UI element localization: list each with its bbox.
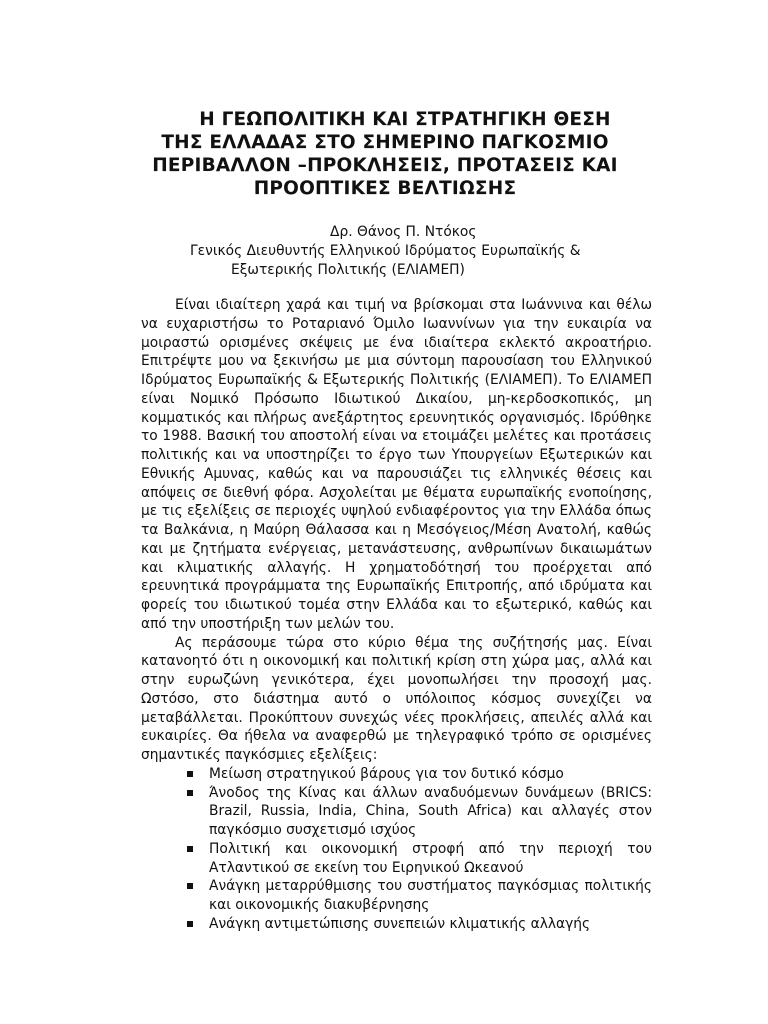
title-line: ΠΡΟΟΠΤΙΚΕΣ ΒΕΛΤΙΩΣΗΣ (253, 178, 517, 199)
bullet-text: Άνοδος της Κίνας και άλλων αναδυόμενων δυνάμεων (BRICS: Brazil, Russia, India, China, South Africa) και αλλαγές στον παγκόσμιο συσχετισμό ισχύος (209, 784, 652, 838)
bullet-item (141, 840, 652, 878)
bullet-item (141, 765, 652, 784)
document-title (100, 108, 670, 200)
bullet-square-icon (187, 883, 193, 889)
author-name: Δρ. Θάνος Π. Ντόκος (330, 224, 477, 240)
bullet-item (141, 784, 652, 840)
paragraph: Ας περάσουμε τώρα στο κύριο θέμα της συζήτησής μας. Είναι κατανοητό ότι η οικονομική και πολιτική κρίση στη χώρα μας, αλλά και στην ευρωζώνη γενικότερα, έχει μονοπωλήσει την προσοχή μας. Ωστόσο, στο διάστημα αυτό ο υπόλοιπος κόσμος συνεχίζει να μεταβάλλεται. Προκύπτουν συνεχώς νέες προκλήσεις, απειλές αλλά και ευκαιρίες. Θα ήθελα να αναφερθώ με τηλεγραφικό τρόπο σε ορισμένες σημαντικές παγκόσμιες εξελίξεις: (141, 634, 652, 763)
bullet-text: Πολιτική και οικονομική στροφή από την περιοχή του Ατλαντικού σε εκείνη του Ειρηνικού Ωκεανού (209, 840, 652, 876)
title-line: ΤΗΣ ΕΛΛΑΔΑΣ ΣΤΟ ΣΗΜΕΡΙΝΟ ΠΑΓΚΟΣΜΙΟ (161, 132, 609, 153)
bullet-square-icon (187, 790, 193, 796)
bullet-text: Ανάγκη μεταρρύθμισης του συστήματος παγκόσμιας πολιτικής και οικονομικής διακυβέρνησης (209, 878, 652, 913)
bullet-text: Μείωση στρατηγικού βάρους για τον δυτικό κόσμο (209, 765, 564, 782)
author-position-line: Εξωτερικής Πολιτικής (ΕΛΙΑΜΕΠ) (231, 262, 465, 278)
bullet-square-icon (187, 921, 193, 927)
title-line: ΠΕΡΙΒΑΛΛΟΝ –ΠΡΟΚΛΗΣΕΙΣ, ΠΡΟΤΑΣΕΙΣ ΚΑΙ (152, 155, 618, 176)
bullet-square-icon (187, 771, 193, 777)
document-body (141, 296, 652, 934)
bullet-item (141, 877, 652, 915)
bullet-list (141, 765, 652, 934)
title-line: Η ΓΕΩΠΟΛΙΤΙΚΗ ΚΑΙ ΣΤΡΑΤΗΓΙΚΗ ΘΕΣΗ (199, 109, 611, 130)
bullet-text: Ανάγκη αντιμετώπισης συνεπειών κλιματικής αλλαγής (209, 915, 591, 932)
paragraph: Είναι ιδιαίτερη χαρά και τιμή να βρίσκομαι στα Ιωάννινα και θέλω να ευχαριστήσω το Ροταριανό Όμιλο Ιωαννίνων για την ευκαιρία να μοιραστώ ορισμένες σκέψεις με ένα ιδιαίτερα εκλεκτό ακροατήριο. Επιτρέψτε μου να ξεκινήσω με μια σύντομη παρουσίαση του Ελληνικού Ιδρύματος Ευρωπαϊκής & Εξωτερικής Πολιτικής (ΕΛΙΑΜΕΠ). Το ΕΛΙΑΜΕΠ είναι Νομικό Πρόσωπο Ιδιωτικού Δικαίου, μη-κερδοσκοπικός, μη κομματικός και πλήρως ανεξάρτητος ερευνητικός οργανισμός. Ιδρύθηκε το 1988. Βασική του αποστολή είναι να ετοιμάζει μελέτες και προτάσεις πολιτικής και να υποστηρίζει το έργο των Υπουργείων Εξωτερικών και Εθνικής Αμυνας, καθώς και να παρουσιάζει τις ελληνικές θέσεις και απόψεις σε διεθνή φόρα. Ασχολείται με θέματα ευρωπαϊκής ενοποίησης, με τις εξελίξεις σε περιοχές υψηλού ενδιαφέροντος για την Ελλάδα όπως τα Βαλκάνια, η Μαύρη Θάλασσα και η Μεσόγειος/Μέση Ανατολή, καθώς και με ζητήματα ενέργειας, μετανάστευσης, ανθρωπίνων δικαιωμάτων και κλιματικής αλλαγής. Η χρηματοδότησή του προέρχεται από ερευνητικά προγράμματα της Ευρωπαϊκής Επιτροπής, από ιδρύματα και φορείς του ιδιωτικού τομέα στην Ελλάδα και το εξωτερικό, καθώς και από την υποστήριξη των μελών του. (141, 297, 652, 632)
author-position-line: Γενικός Διευθυντής Ελληνικού Ιδρύματος Ευρωπαϊκής & (190, 243, 581, 259)
bullet-square-icon (187, 846, 193, 852)
bullet-item (141, 915, 652, 934)
